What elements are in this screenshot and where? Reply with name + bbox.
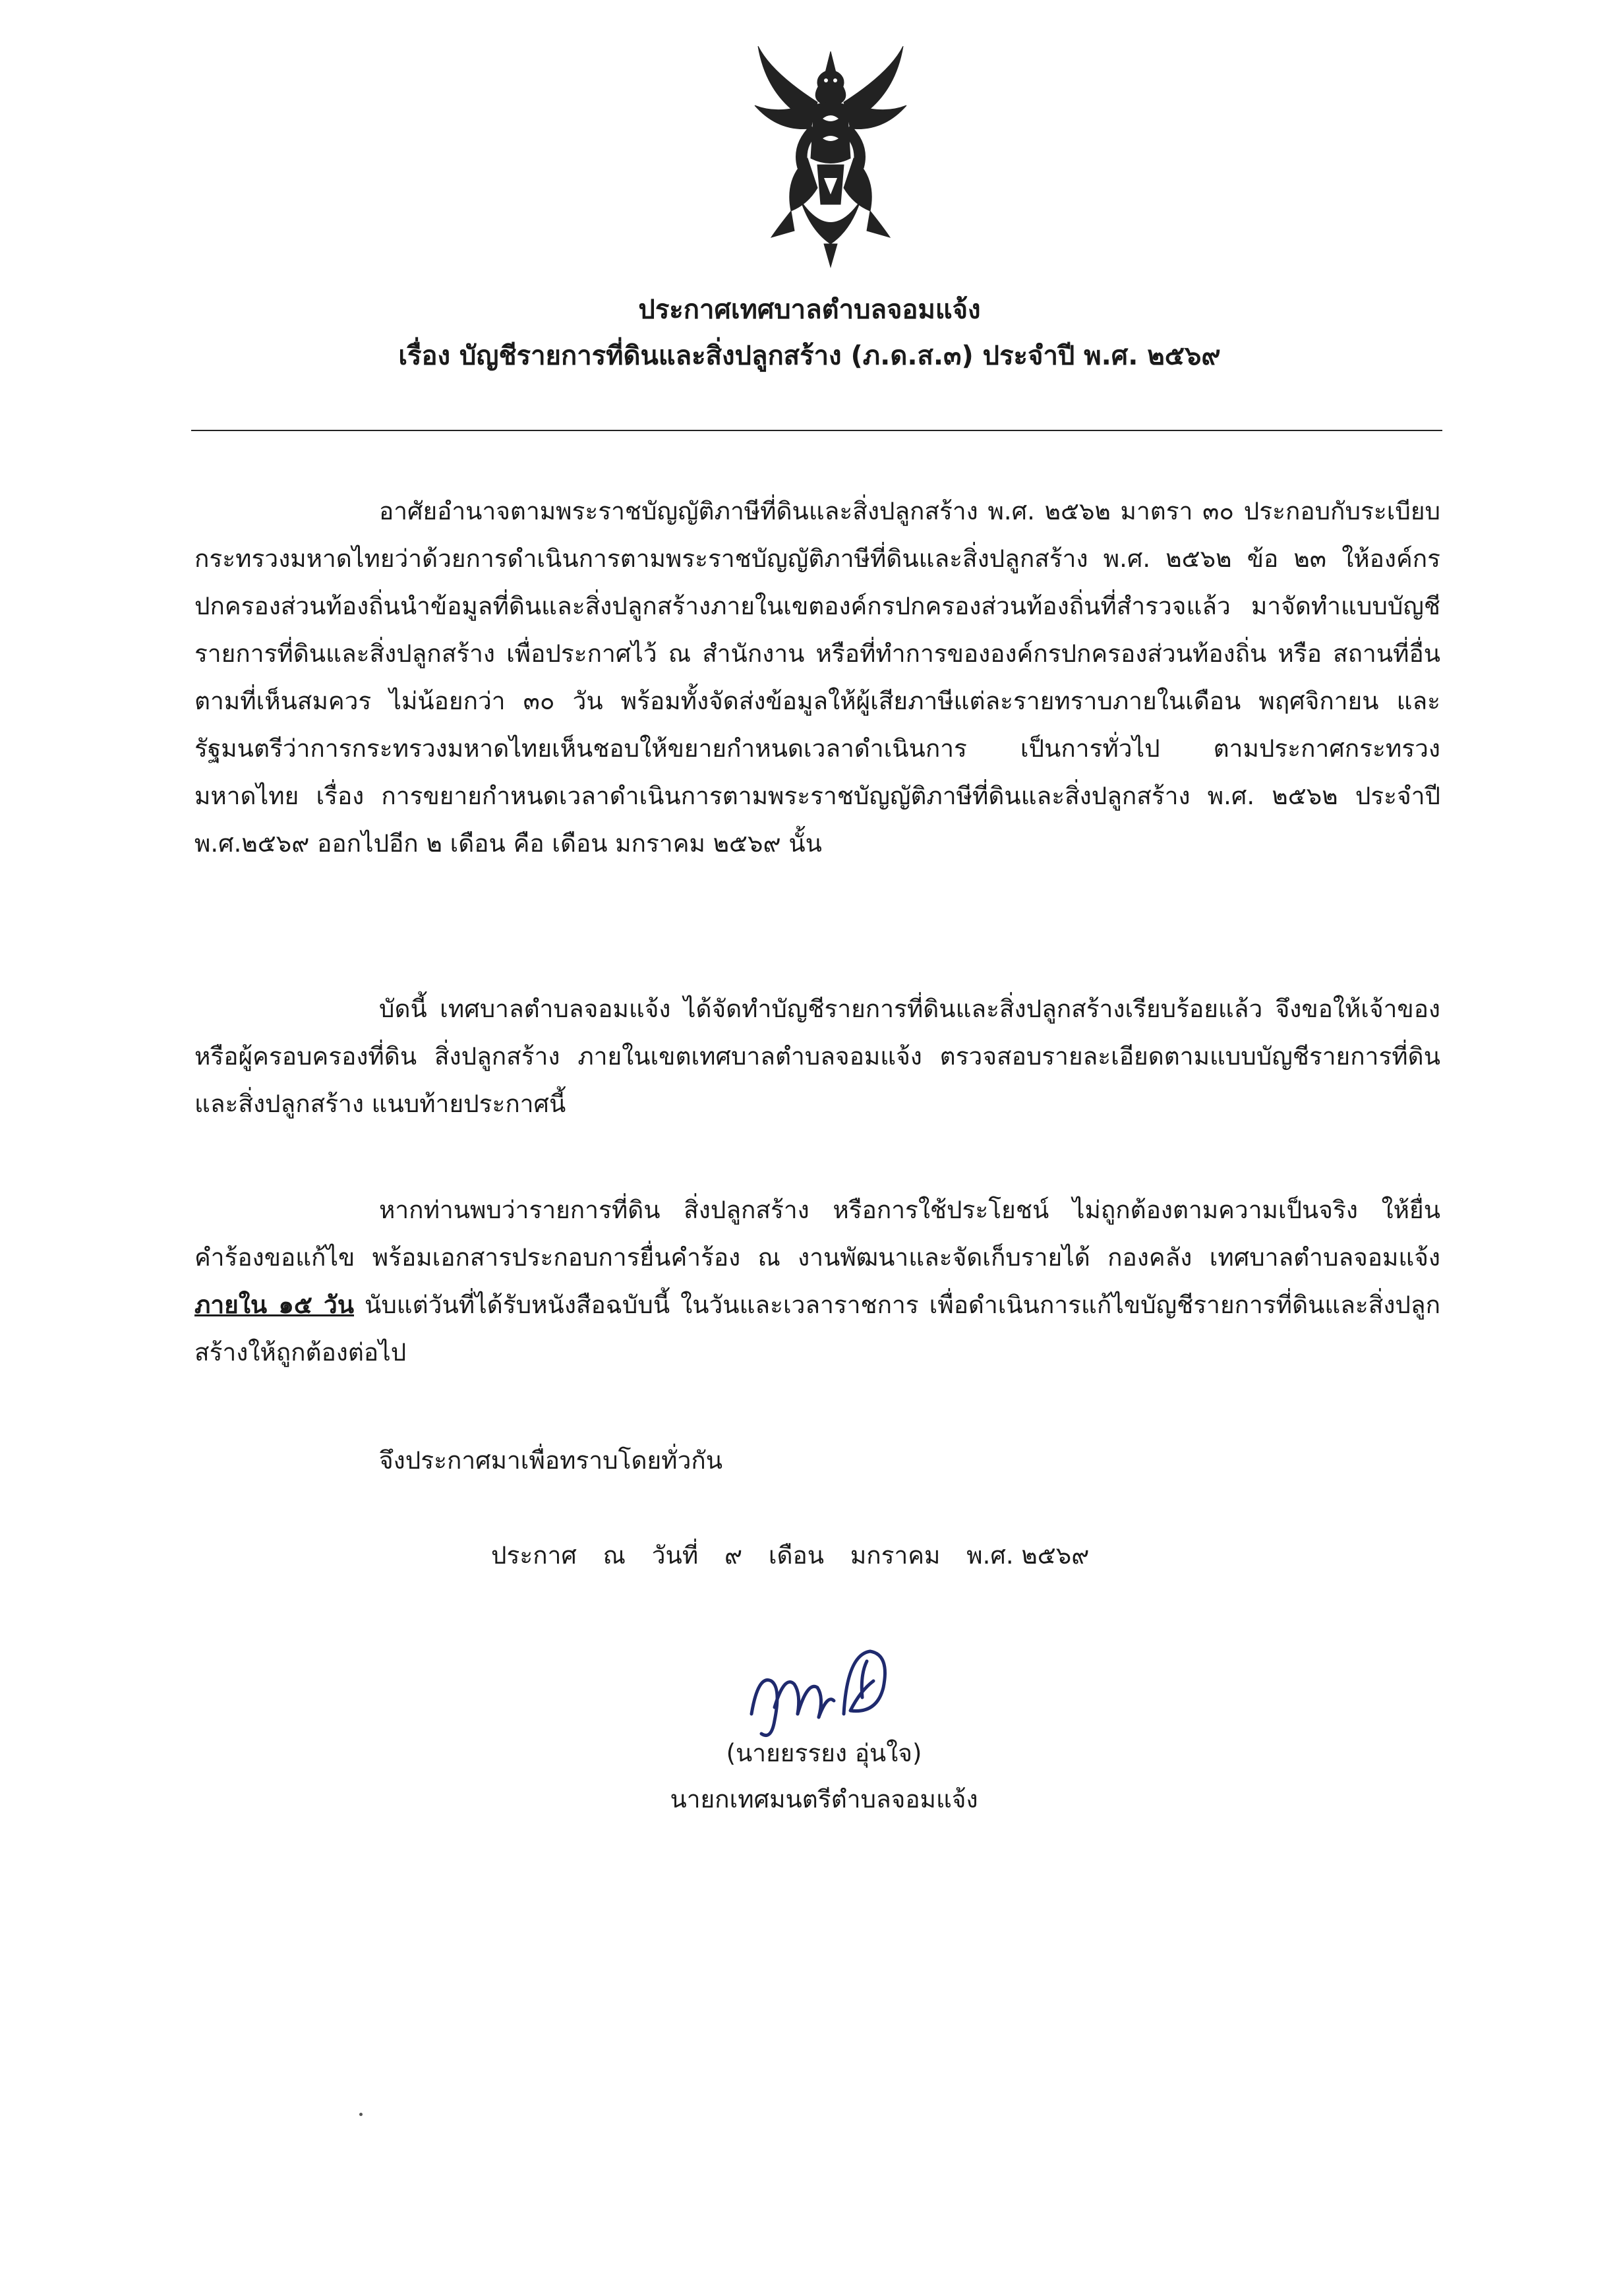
garuda-emblem-icon bbox=[745, 46, 916, 270]
body-paragraph-correction bbox=[194, 1187, 1440, 1376]
signature-mark bbox=[745, 1635, 897, 1747]
date-month: มกราคม bbox=[850, 1541, 941, 1570]
correction-text-after: นับแต่วันที่ได้รับหนังสือฉบับนี้ ในวันและเวลาราชการ เพื่อดำเนินการแก้ไขบัญชีรายการที่ดินและสิ่งปลูกสร้างให้ถูกต้องต่อไป bbox=[194, 1291, 1440, 1367]
date-day-label: วันที่ bbox=[651, 1541, 699, 1570]
signatory-name: (นายยรรยง อุ่นใจ) bbox=[726, 1739, 922, 1767]
announcement-subject: เรื่อง บัญชีรายการที่ดินและสิ่งปลูกสร้าง (ภ.ด.ส.๓) ประจำปี พ.ศ. ๒๕๖๙ bbox=[398, 341, 1221, 371]
divider bbox=[191, 430, 1442, 431]
date-at: ณ bbox=[603, 1541, 626, 1570]
date-day: ๙ bbox=[724, 1541, 743, 1570]
deadline-emphasis: ภายใน ๑๕ วัน bbox=[194, 1291, 355, 1319]
date-year: พ.ศ. ๒๕๖๙ bbox=[966, 1541, 1090, 1570]
date-month-label: เดือน bbox=[768, 1541, 825, 1570]
body-paragraph-authority: อาศัยอำนาจตามพระราชบัญญัติภาษีที่ดินและสิ่งปลูกสร้าง พ.ศ. ๒๕๖๒ มาตรา ๓๐ ประกอบกับระเบียบกระทรวงมหาดไทยว่าด้วยการดำเนินการตามพระราชบัญญัติภาษีที่ดินและสิ่งปลูกสร้าง พ.ศ. ๒๕๖๒ ข้อ ๒๓ ให้องค์กรปกครองส่วนท้องถิ่นนำข้อมูลที่ดินและสิ่งปลูกสร้างภายในเขตองค์กรปกครองส่วนท้องถิ่นที่สำรวจแล้ว มาจัดทำแบบบัญชีรายการที่ดินและสิ่งปลูกสร้าง เพื่อประกาศไว้ ณ สำนักงาน หรือที่ทำการขององค์กรปกครองส่วนท้องถิ่น หรือ สถานที่อื่นตามที่เห็นสมควร ไม่น้อยกว่า ๓๐ วัน พร้อมทั้งจัดส่งข้อมูลให้ผู้เสียภาษีแต่ละรายทราบภายในเดือน พฤศจิกายน และรัฐมนตรีว่าการกระทรวงมหาดไทยเห็นชอบให้ขยายกำหนดเวลาดำเนินการ เป็นการทั่วไป ตามประกาศกระทรวงมหาดไทย เรื่อง การขยายกำหนดเวลาดำเนินการตามพระราชบัญญัติภาษีที่ดินและสิ่งปลูกสร้าง พ.ศ. ๒๕๖๒ ประจำปี พ.ศ.๒๕๖๙ ออกไปอีก ๒ เดือน คือ เดือน มกราคม ๒๕๖๙ นั้น bbox=[194, 497, 1440, 858]
closing-statement: จึงประกาศมาเพื่อทราบโดยทั่วกัน bbox=[379, 1446, 723, 1475]
correction-text-before: หากท่านพบว่ารายการที่ดิน สิ่งปลูกสร้าง หรือการใช้ประโยชน์ ไม่ถูกต้องตามความเป็นจริง ให้ยื่นคำร้องขอแก้ไข พร้อมเอกสารประกอบการยื่นคำร้อง ณ งานพัฒนาและจัดเก็บรายได้ กองคลัง เทศบาลตำบลจอมแจ้ง bbox=[194, 1196, 1440, 1272]
announcement-date bbox=[491, 1536, 1107, 1575]
signatory-position: นายกเทศมนตรีตำบลจอมแจ้ง bbox=[670, 1785, 978, 1813]
scan-speck bbox=[359, 2113, 363, 2116]
body-paragraph-notice: บัดนี้ เทศบาลตำบลจอมแจ้ง ได้จัดทำบัญชีรายการที่ดินและสิ่งปลูกสร้างเรียบร้อยแล้ว จึงขอให้เจ้าของ หรือผู้ครอบครองที่ดิน สิ่งปลูกสร้าง ภายในเขตเทศบาลตำบลจอมแจ้ง ตรวจสอบรายละเอียดตามแบบบัญชีรายการที่ดินและสิ่งปลูกสร้าง แนบท้ายประกาศนี้ bbox=[194, 995, 1440, 1118]
announcement-issuer: ประกาศเทศบาลตำบลจอมแจ้ง bbox=[638, 295, 981, 325]
date-label: ประกาศ bbox=[491, 1541, 577, 1570]
